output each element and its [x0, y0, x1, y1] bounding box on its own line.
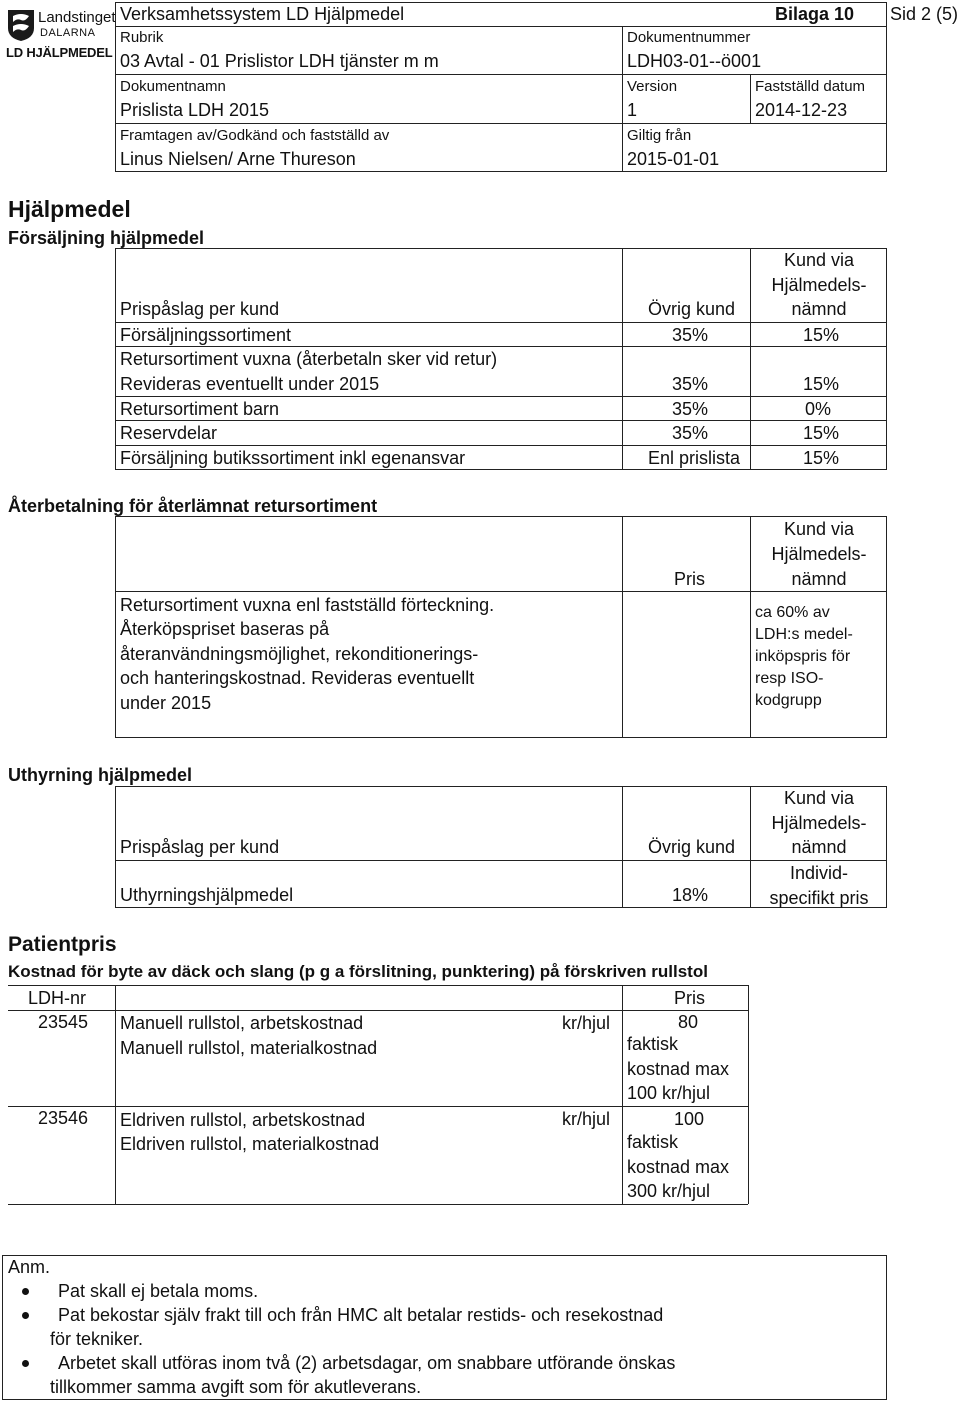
aterbetalning-kund-l1: ca 60% av [755, 604, 830, 621]
docname-value: Prislista LDH 2015 [120, 100, 270, 120]
bullet-icon [22, 1288, 29, 1295]
aterbetalning-col3-l3: nämnd [791, 569, 847, 589]
rubrik-value: 03 Avtal - 01 Prislistor LDH tjänster m m [120, 51, 439, 71]
subtitle-uthyrning: Uthyrning hjälpmedel [8, 765, 193, 785]
forsaljning-row1-label: Försäljningssortiment [120, 325, 292, 345]
bilaga-label: Bilaga 10 [775, 4, 855, 24]
patientpris-col-ldh: LDH-nr [28, 988, 87, 1008]
logo-line2: DALARNA [40, 27, 96, 39]
patientpris-a1-desc: Manuell rullstol, arbetskostnad [120, 1013, 364, 1033]
forsaljning-row4-ovrig: 35% [671, 423, 708, 443]
aterbetalning-col3-l2: Hjälmedels- [771, 544, 867, 564]
forsaljning-row4-label: Reservdelar [120, 423, 218, 443]
forsaljning-row2-label2: Revideras eventuellt under 2015 [120, 374, 380, 394]
forsaljning-row1-ovrig: 35% [671, 325, 708, 345]
forsaljning-row4-kund: 15% [802, 423, 839, 443]
aterbetalning-col3-l1: Kund via [783, 519, 855, 539]
framtagen-value: Linus Nielsen/ Arne Thureson [120, 149, 356, 169]
patientpris-a1-unit: kr/hjul [562, 1013, 611, 1033]
anm-item-text: Pat skall ej betala moms. [58, 1281, 259, 1301]
aterbetalning-desc-l5: under 2015 [120, 693, 212, 713]
section-title-hjalpmedel: Hjälpmedel [8, 196, 131, 222]
aterbetalning-kund-l3: inköpspris för [755, 648, 851, 665]
forsaljning-col3-l1: Kund via [783, 250, 855, 270]
forsaljning-row1-kund: 15% [802, 325, 839, 345]
bullet-icon [22, 1360, 29, 1367]
giltig-label: Giltig från [627, 127, 692, 144]
docname-label: Dokumentnamn [120, 78, 226, 95]
anm-item [6, 1351, 876, 1375]
anm-item [6, 1303, 876, 1327]
anm-item-text: Arbetet skall utföras inom två (2) arbetsdagar, om snabbare utförande önskas [58, 1353, 676, 1373]
docnr-value: LDH03-01--ö001 [627, 51, 762, 71]
aterbetalning-desc-l2: Återköpspriset baseras på [120, 619, 330, 639]
forsaljning-row2-label1: Retursortiment vuxna (återbetaln sker vid retur) [120, 349, 498, 369]
aterbetalning-desc-l1: Retursortiment vuxna enl fastställd förteckning. [120, 595, 495, 615]
anm-list [6, 1279, 876, 1399]
anm-item-text: för tekniker. [50, 1329, 144, 1349]
forsaljning-row3-label: Retursortiment barn [120, 399, 280, 419]
aterbetalning-kund-l5: kodgrupp [755, 692, 822, 709]
aterbetalning-col2: Pris [674, 569, 705, 589]
forsaljning-row3-ovrig: 35% [671, 399, 708, 419]
patientpris-b1-nr: 23546 [37, 1108, 88, 1128]
uthyrning-col3-l1: Kund via [783, 788, 855, 808]
patientpris-subtitle: Kostnad för byte av däck och slang (p g a förslitning, punktering) på förskriven rullstol [8, 962, 708, 981]
uthyrning-row-kund-l1: Individ- [789, 863, 849, 883]
docnr-label: Dokumentnummer [627, 29, 751, 46]
forsaljning-col1: Prispåslag per kund [120, 299, 280, 319]
patientpris-b2-desc: Eldriven rullstol, materialkostnad [120, 1134, 380, 1154]
rubrik-label: Rubrik [120, 29, 164, 46]
forsaljning-col3-l3: nämnd [791, 299, 847, 319]
faststalld-value: 2014-12-23 [755, 100, 848, 120]
patientpris-a2-pris1: faktisk [627, 1034, 679, 1054]
patientpris-a2-pris2: kostnad max [627, 1059, 730, 1079]
aterbetalning-kund-l4: resp ISO- [755, 670, 824, 687]
uthyrning-col3-l3: nämnd [791, 837, 847, 857]
anm-item-continuation [6, 1375, 876, 1399]
logo-mark-icon [6, 8, 36, 42]
patientpris-b2-pris3: 300 kr/hjul [627, 1181, 711, 1201]
anm-item-text: tillkommer samma avgift som för akutleverans. [50, 1377, 422, 1397]
giltig-value: 2015-01-01 [627, 149, 720, 169]
forsaljning-row5-kund: 15% [802, 448, 839, 468]
uthyrning-col2: Övrig kund [647, 837, 735, 857]
forsaljning-row2-kund: 15% [802, 374, 839, 394]
patientpris-a1-pris: 80 [677, 1012, 698, 1032]
version-value: 1 [627, 100, 638, 120]
patientpris-b1-pris: 100 [673, 1109, 704, 1129]
subtitle-aterbetalning: Återbetalning för återlämnat retursortiment [8, 496, 378, 516]
forsaljning-col3-l2: Hjälmedels- [771, 275, 867, 295]
anm-item-continuation [6, 1327, 876, 1351]
anm-item [6, 1279, 876, 1303]
system-title: Verksamhetssystem LD Hjälpmedel [120, 4, 405, 24]
anm-title: Anm. [8, 1257, 51, 1277]
forsaljning-row5-ovrig: Enl prislista [647, 448, 740, 468]
forsaljning-row2-ovrig: 35% [671, 374, 708, 394]
logo [6, 6, 116, 62]
uthyrning-col3-l2: Hjälmedels- [771, 813, 867, 833]
uthyrning-row-kund-l2: specifikt pris [769, 888, 869, 908]
logo-line3: LD HJÄLPMEDEL [6, 45, 113, 60]
version-label: Version [627, 78, 678, 95]
aterbetalning-desc-l3: återanvändningsmöjlighet, rekonditionerings- [120, 644, 479, 664]
anm-item-text: Pat bekostar själv frakt till och från HMC alt betalar restids- och resekostnad [58, 1305, 664, 1325]
page-number: Sid 2 (5) [890, 4, 959, 24]
patientpris-b1-unit: kr/hjul [562, 1109, 611, 1129]
uthyrning-row-label: Uthyrningshjälpmedel [120, 885, 294, 905]
patientpris-a1-nr: 23545 [37, 1012, 88, 1032]
subtitle-forsaljning: Försäljning hjälpmedel [8, 228, 205, 248]
forsaljning-row3-kund: 0% [804, 399, 831, 419]
uthyrning-col1: Prispåslag per kund [120, 837, 280, 857]
patientpris-a2-desc: Manuell rullstol, materialkostnad [120, 1038, 378, 1058]
bullet-icon [22, 1312, 29, 1319]
forsaljning-row5-label: Försäljning butikssortiment inkl egenansvar [120, 448, 466, 468]
patientpris-col-pris: Pris [674, 988, 705, 1008]
patientpris-a2-pris3: 100 kr/hjul [627, 1083, 711, 1103]
aterbetalning-kund-l2: LDH:s medel- [755, 626, 853, 643]
framtagen-label: Framtagen av/Godkänd och fastställd av [120, 127, 390, 144]
forsaljning-col2: Övrig kund [647, 299, 735, 319]
logo-line1: Landstinget [38, 9, 116, 26]
uthyrning-row-ovrig: 18% [671, 885, 708, 905]
aterbetalning-desc-l4: och hanteringskostnad. Revideras eventuellt [120, 668, 475, 688]
patientpris-b1-desc: Eldriven rullstol, arbetskostnad [120, 1110, 366, 1130]
patientpris-b2-pris2: kostnad max [627, 1157, 730, 1177]
section-title-patientpris: Patientpris [8, 933, 117, 956]
patientpris-b2-pris1: faktisk [627, 1132, 679, 1152]
faststalld-label: Fastställd datum [755, 78, 866, 95]
